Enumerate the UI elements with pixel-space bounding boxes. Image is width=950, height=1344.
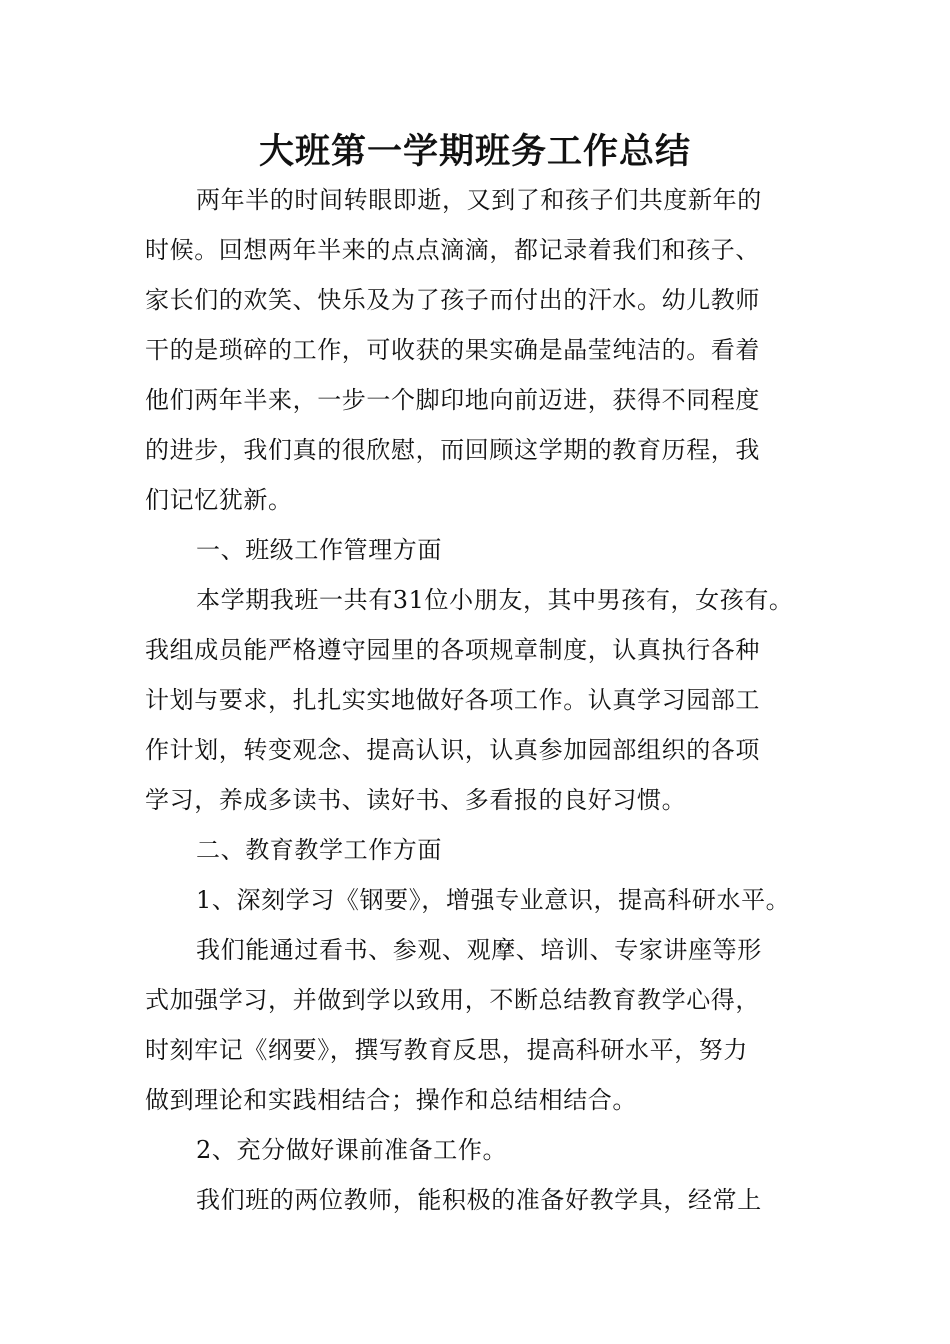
body-line-12: 学习，养成多读书、读好书、多看报的良好习惯。 (145, 786, 687, 814)
subsection-heading-1: 1、深刻学习《钢要》，增强专业意识，提高科研水平。 (196, 886, 791, 914)
body-line-2: 时候。回想两年半来的点点滴滴，都记录着我们和孩子、 (145, 236, 760, 264)
body-line-1: 两年半的时间转眼即逝，又到了和孩子们共度新年的 (196, 186, 762, 214)
body-line-7: 们记忆犹新。 (145, 486, 293, 514)
body-line-4: 干的是琐碎的工作，可收获的果实确是晶莹纯洁的。看着 (145, 336, 760, 364)
document-title: 大班第一学期班务工作总结 (258, 131, 691, 172)
body-line-13: 我们能通过看书、参观、观摩、培训、专家讲座等形 (196, 936, 762, 964)
body-line-11: 作计划，转变观念、提高认识，认真参加园部组织的各项 (145, 736, 760, 764)
body-line-9: 我组成员能严格遵守园里的各项规章制度，认真执行各种 (145, 636, 760, 664)
body-line-5: 他们两年半来，一步一个脚印地向前迈进，获得不同程度 (145, 386, 760, 414)
section-heading-1: 一、班级工作管理方面 (196, 536, 442, 564)
body-line-16: 做到理论和实践相结合；操作和总结相结合。 (145, 1086, 637, 1114)
body-line-14: 式加强学习，并做到学以致用，不断总结教育教学心得， (145, 986, 760, 1014)
body-line-10: 计划与要求，扎扎实实地做好各项工作。认真学习园部工 (145, 686, 760, 714)
body-line-8: 本学期我班一共有31位小朋友，其中男孩有，女孩有。 (196, 586, 794, 614)
subsection-heading-2: 2、充分做好课前准备工作。 (196, 1136, 508, 1164)
section-heading-2: 二、教育教学工作方面 (196, 836, 442, 864)
body-line-15: 时刻牢记《纲要》，撰写教育反思，提高科研水平，努力 (145, 1036, 748, 1064)
body-line-6: 的进步，我们真的很欣慰，而回顾这学期的教育历程，我 (145, 436, 760, 464)
body-line-17: 我们班的两位教师，能积极的准备好教学具，经常上 (196, 1186, 762, 1214)
body-line-3: 家长们的欢笑、快乐及为了孩子而付出的汗水。幼儿教师 (145, 286, 760, 314)
